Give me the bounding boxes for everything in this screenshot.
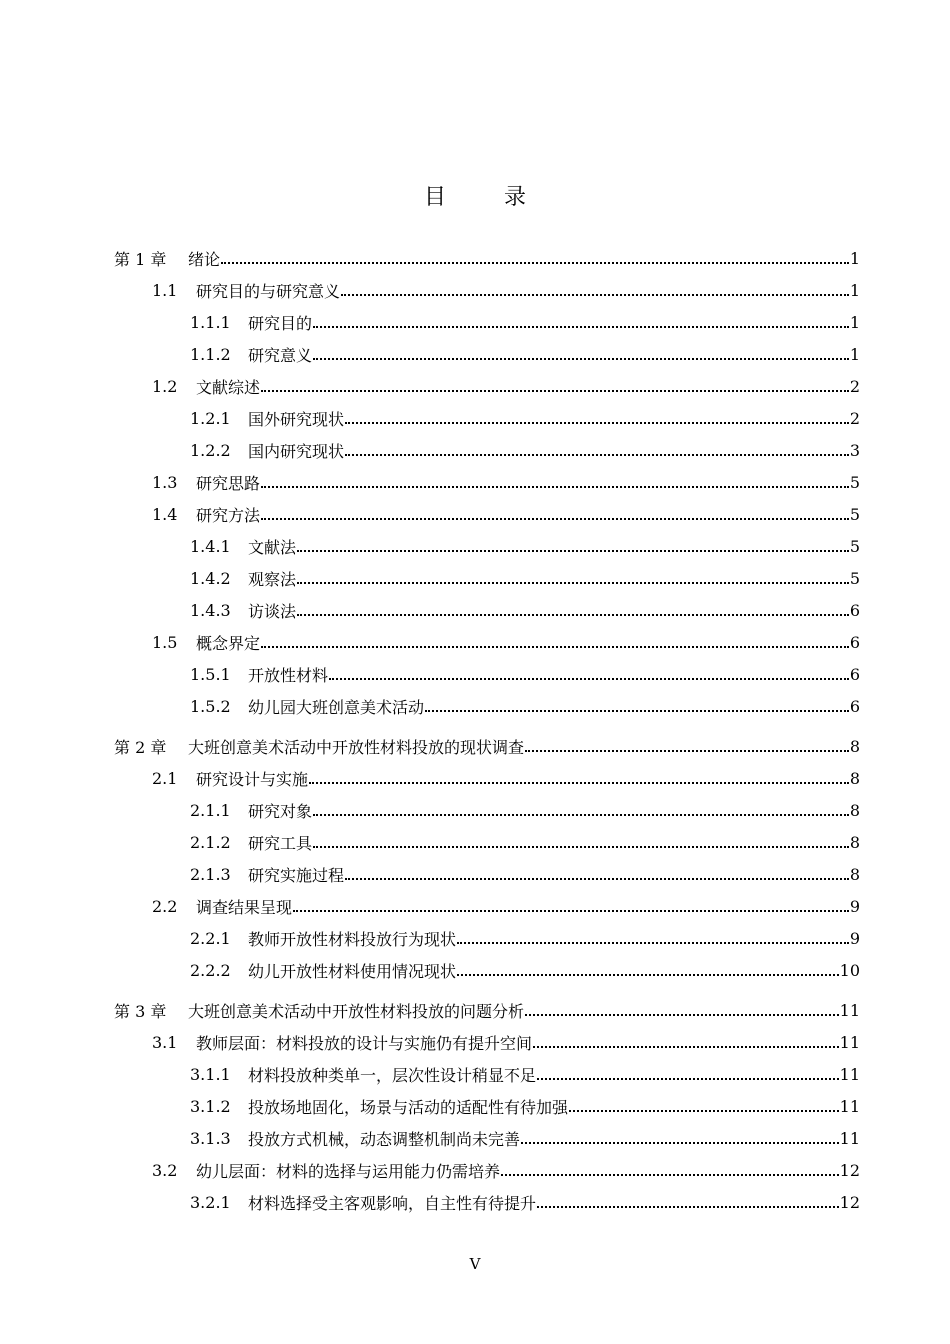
toc-dot-leader [313,794,849,826]
toc-entry[interactable] [190,658,860,690]
toc-entry-number: 3.2.1 [190,1192,231,1212]
toc-dot-leader [313,306,849,338]
toc-entry-title: 幼儿开放性材料使用情况现状 [248,961,457,981]
toc-entry-number: 2.1.2 [190,832,231,852]
toc-entry[interactable] [190,922,860,954]
toc-entry-title: 材料选择受主客观影响，自主性有待提升 [248,1193,537,1213]
toc-entry[interactable] [190,1090,860,1122]
toc-entry[interactable] [190,794,860,826]
toc-entry[interactable] [190,402,860,434]
toc-entry-number: 2.2 [152,896,178,916]
toc-entry-title: 大班创意美术活动中开放性材料投放的现状调查 [188,737,525,757]
toc-dot-leader [501,1154,839,1186]
toc-entry-page: 12 [839,1160,860,1180]
toc-entry-number: 2.1 [152,768,178,788]
toc-entry-number: 3.1.3 [190,1128,231,1148]
toc-entry-page: 2 [849,408,860,428]
toc-dot-leader [525,994,839,1026]
toc-entry[interactable] [190,594,860,626]
toc-entry-number: 2.2.1 [190,928,231,948]
toc-entry-title: 观察法 [248,569,297,589]
toc-dot-leader [525,730,849,762]
toc-entry-page: 8 [849,832,860,852]
toc-entry-page: 9 [849,928,860,948]
toc-dot-leader [537,1186,839,1218]
toc-dot-leader [345,858,849,890]
toc-entry-page: 11 [839,1128,860,1148]
toc-entry-title: 教师开放性材料投放行为现状 [248,929,457,949]
toc-entry-number: 1.5.1 [190,664,231,684]
toc-entry-number: 1.2.1 [190,408,231,428]
toc-entry-page: 11 [839,1064,860,1084]
toc-entry[interactable] [152,498,860,530]
toc-entry-number: 1.4.2 [190,568,231,588]
toc-entry-page: 3 [849,440,860,460]
toc-entry-number: 3.1.2 [190,1096,231,1116]
toc-dot-leader [261,626,849,658]
toc-entry-page: 5 [849,536,860,556]
toc-entry-title: 大班创意美术活动中开放性材料投放的问题分析 [188,1001,525,1021]
toc-entry-title: 国内研究现状 [248,441,345,461]
toc-entry[interactable] [152,762,860,794]
toc-entry-page: 8 [849,800,860,820]
toc-dot-leader [221,242,849,274]
toc-entry-number: 3.1.1 [190,1064,231,1084]
toc-entry-title: 文献法 [248,537,297,557]
toc-entry-title: 投放方式机械，动态调整机制尚未完善 [248,1129,521,1149]
toc-title-char-1: 目 [423,185,446,210]
toc-dot-leader [261,466,849,498]
toc-entry-title: 概念界定 [196,633,261,653]
toc-entry[interactable] [190,562,860,594]
toc-entry[interactable] [152,1154,860,1186]
toc-entry-title: 国外研究现状 [248,409,345,429]
toc-dot-leader [313,826,849,858]
toc-entry-title: 研究对象 [248,801,313,821]
toc-entry-title: 幼儿园大班创意美术活动 [248,697,425,717]
toc-entry-number: 1.2.2 [190,440,231,460]
toc-entry-number: 3.2 [152,1160,178,1180]
toc-entry-page: 6 [849,696,860,716]
toc-entry-title: 文献综述 [196,377,261,397]
toc-dot-leader [345,434,849,466]
toc-entry-title: 教师层面：材料投放的设计与实施仍有提升空间 [196,1033,533,1053]
toc-entry-page: 9 [849,896,860,916]
toc-dot-leader [341,274,849,306]
toc-entry-page: 5 [849,568,860,588]
toc-entry-page: 1 [849,344,860,364]
toc-entry[interactable] [114,242,860,274]
toc-entry-page: 11 [839,1000,860,1020]
toc-entry-title: 研究目的与研究意义 [196,281,341,301]
toc-entry-number: 1.2 [152,376,178,396]
toc-entry-page: 6 [849,600,860,620]
toc-entry-title: 研究目的 [248,313,313,333]
toc-entry-page: 6 [849,632,860,652]
toc-dot-leader [533,1026,839,1058]
toc-dot-leader [329,658,849,690]
toc-dot-leader [297,562,849,594]
toc-entry-title: 绪论 [188,249,221,269]
toc-entry[interactable] [114,730,860,762]
toc-entry-number: 1.1.1 [190,312,231,332]
toc-entry-number: 1.4.3 [190,600,231,620]
toc-entry-number: 1.1 [152,280,178,300]
toc-entry-number: 1.4 [152,504,178,524]
toc-entry[interactable] [190,338,860,370]
toc-entry[interactable] [190,690,860,722]
toc-dot-leader [313,338,849,370]
toc-dot-leader [457,922,849,954]
toc-entry-page: 5 [849,504,860,524]
toc-entry-title: 访谈法 [248,601,297,621]
toc-dot-leader [345,402,849,434]
toc-entry-title: 材料投放种类单一，层次性设计稍显不足 [248,1065,537,1085]
page-number: V [469,1255,481,1273]
toc-entry[interactable] [152,1026,860,1058]
toc-entry-page: 8 [849,768,860,788]
toc-entry-page: 6 [849,664,860,684]
toc-entry-title: 研究意义 [248,345,313,365]
toc-title-char-2: 录 [504,185,527,210]
toc-dot-leader [537,1058,839,1090]
toc-dot-leader [569,1090,839,1122]
toc-entry-page: 1 [849,312,860,332]
toc-entry-title: 幼儿层面：材料的选择与运用能力仍需培养 [196,1161,501,1181]
toc-entry-title: 调查结果呈现 [196,897,293,917]
toc-entry[interactable] [152,466,860,498]
toc-entry-title: 投放场地固化，场景与活动的适配性有待加强 [248,1097,569,1117]
toc-entry-title: 研究工具 [248,833,313,853]
toc-dot-leader [457,954,839,986]
toc-dot-leader [297,530,849,562]
toc-entry[interactable] [190,1186,860,1218]
toc-entry[interactable] [190,1058,860,1090]
toc-entry-page: 1 [849,248,860,268]
toc-entry-number: 1.5.2 [190,696,231,716]
toc-dot-leader [521,1122,839,1154]
toc-entry-page: 8 [849,864,860,884]
toc-entry[interactable] [190,826,860,858]
toc-entry[interactable] [190,434,860,466]
toc-entry[interactable] [190,1122,860,1154]
toc-dot-leader [425,690,849,722]
toc-entry-number: 2.1.1 [190,800,231,820]
toc-entry-number: 第 2 章 [114,737,167,757]
toc-entry-page: 1 [849,280,860,300]
toc-entry[interactable] [190,858,860,890]
toc-entry-number: 第 1 章 [114,249,167,269]
toc-entry-page: 5 [849,472,860,492]
toc-dot-leader [261,370,849,402]
toc-entry-number: 3.1 [152,1032,178,1052]
toc-entry[interactable] [190,954,860,986]
toc-dot-leader [293,890,849,922]
toc-entry-page: 11 [839,1032,860,1052]
toc-entry-page: 12 [839,1192,860,1212]
toc-entry[interactable] [114,994,860,1026]
toc-entry-title: 研究方法 [196,505,261,525]
toc-dot-leader [297,594,849,626]
toc-entry[interactable] [152,370,860,402]
toc-entry-page: 8 [849,736,860,756]
toc-entry-title: 研究实施过程 [248,865,345,885]
toc-entry-number: 2.2.2 [190,960,231,980]
toc-dot-leader [261,498,849,530]
toc-entry-number: 1.3 [152,472,178,492]
toc-entry-page: 10 [839,960,860,980]
toc-entry[interactable] [190,530,860,562]
toc-entry[interactable] [152,890,860,922]
toc-entry[interactable] [190,306,860,338]
toc-dot-leader [309,762,849,794]
toc-entry-title: 研究思路 [196,473,261,493]
toc-entry-title: 研究设计与实施 [196,769,309,789]
toc-entry-page: 2 [849,376,860,396]
toc-entry-number: 第 3 章 [114,1001,167,1021]
toc-entry[interactable] [152,274,860,306]
toc-entry-title: 开放性材料 [248,665,329,685]
toc-entry-number: 1.4.1 [190,536,231,556]
toc-entry-page: 11 [839,1096,860,1116]
toc-entry[interactable] [152,626,860,658]
toc-title [0,180,950,211]
toc-entry-number: 1.1.2 [190,344,231,364]
toc-entry-number: 2.1.3 [190,864,231,884]
toc-entry-number: 1.5 [152,632,178,652]
